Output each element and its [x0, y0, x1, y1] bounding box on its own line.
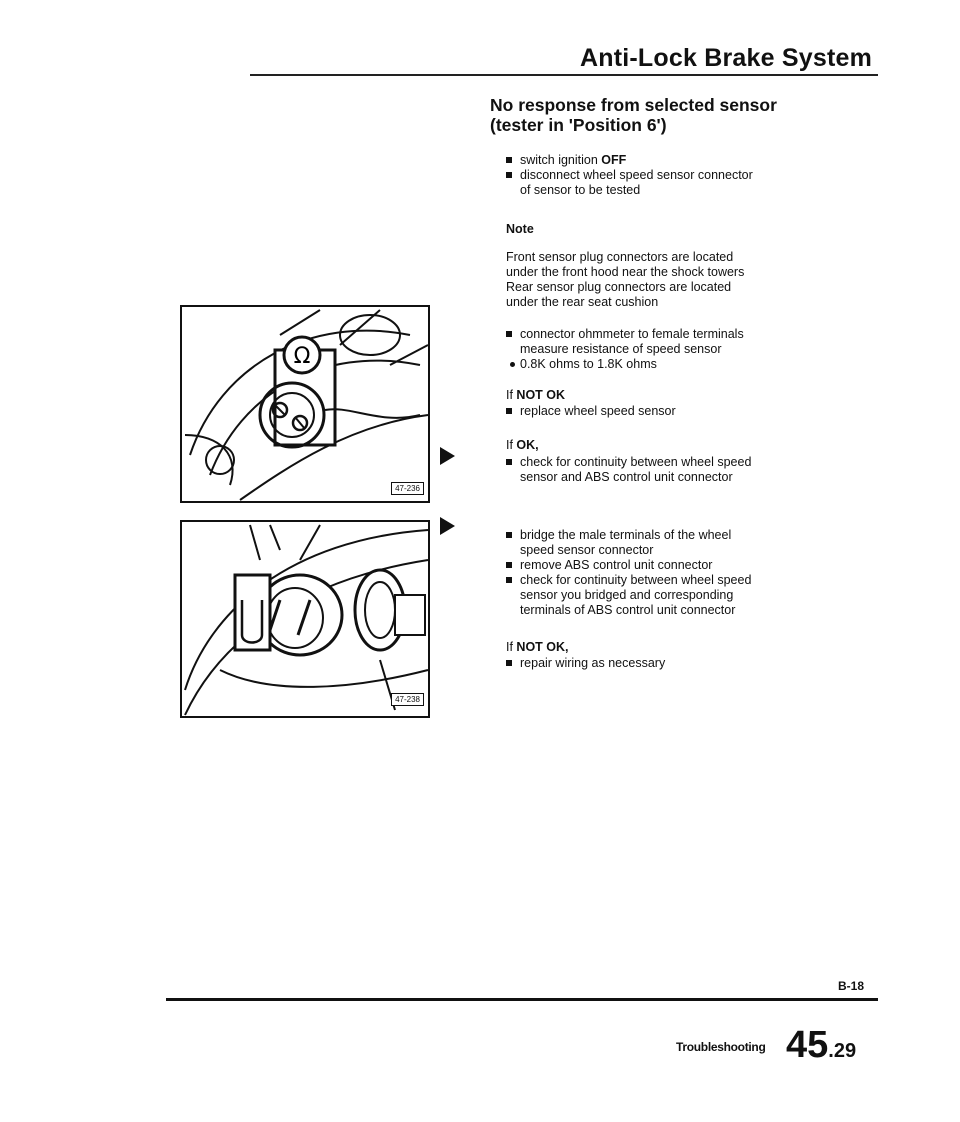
steps-list-notok-2	[506, 656, 866, 671]
steps-list-ok	[506, 455, 866, 485]
section-title	[490, 95, 860, 135]
figure-2-label: 47-238	[391, 693, 424, 706]
step-disconnect-connector: disconnect wheel speed sensor connector of sensor to be tested	[506, 168, 866, 198]
step-bridge-terminals: bridge the male terminals of the wheel speed sensor connector	[506, 528, 866, 558]
footer-section-name: Troubleshooting	[676, 1040, 766, 1054]
steps-list-2	[506, 327, 866, 372]
if-not-ok-2: If NOT OK,	[506, 640, 569, 654]
section-title-line1: No response from selected sensor	[490, 95, 777, 115]
figure-2-illustration	[180, 520, 430, 718]
page-header-title: Anti-Lock Brake System	[580, 44, 872, 72]
steps-list-notok-1	[506, 404, 866, 419]
ohm-symbol: Ω	[293, 344, 311, 369]
pointer-arrow-icon	[440, 447, 455, 465]
step-connect-ohmmeter: connector ohmmeter to female terminals measure resistance of speed sensor	[506, 327, 866, 357]
step-replace-sensor: replace wheel speed sensor	[506, 404, 866, 419]
footer-page-number: 45.29	[786, 1024, 857, 1066]
footer-rule	[166, 998, 878, 1001]
step-resistance-spec: 0.8K ohms to 1.8K ohms	[506, 357, 866, 372]
step-repair-wiring: repair wiring as necessary	[506, 656, 866, 671]
header-rule	[250, 74, 878, 76]
step-check-bridged: check for continuity between wheel speed sensor you bridged and corresponding terminals of ABS control unit connector	[506, 573, 866, 618]
steps-list-3	[506, 528, 866, 618]
step-check-continuity: check for continuity between wheel speed sensor and ABS control unit connector	[506, 455, 866, 485]
figure-sensor-bridged	[180, 520, 430, 718]
if-not-ok-1: If NOT OK	[506, 388, 566, 402]
step-switch-ignition: switch ignition OFF	[506, 153, 866, 168]
if-ok: If OK,	[506, 438, 539, 452]
page-code: B-18	[837, 979, 864, 993]
note-text: Front sensor plug connectors are located under the front hood near the shock towers Rear sensor plug connectors are located under the rear seat cushion	[506, 250, 745, 309]
pointer-arrow-icon	[440, 517, 455, 535]
section-title-line2: (tester in 'Position 6')	[490, 115, 667, 135]
steps-list-1	[506, 153, 866, 198]
step-remove-connector: remove ABS control unit connector	[506, 558, 866, 573]
figure-1-illustration	[180, 305, 430, 503]
figure-sensor-connector-ohmmeter	[180, 305, 430, 503]
figure-1-label: 47-236	[391, 482, 424, 495]
note-heading: Note	[506, 222, 534, 236]
